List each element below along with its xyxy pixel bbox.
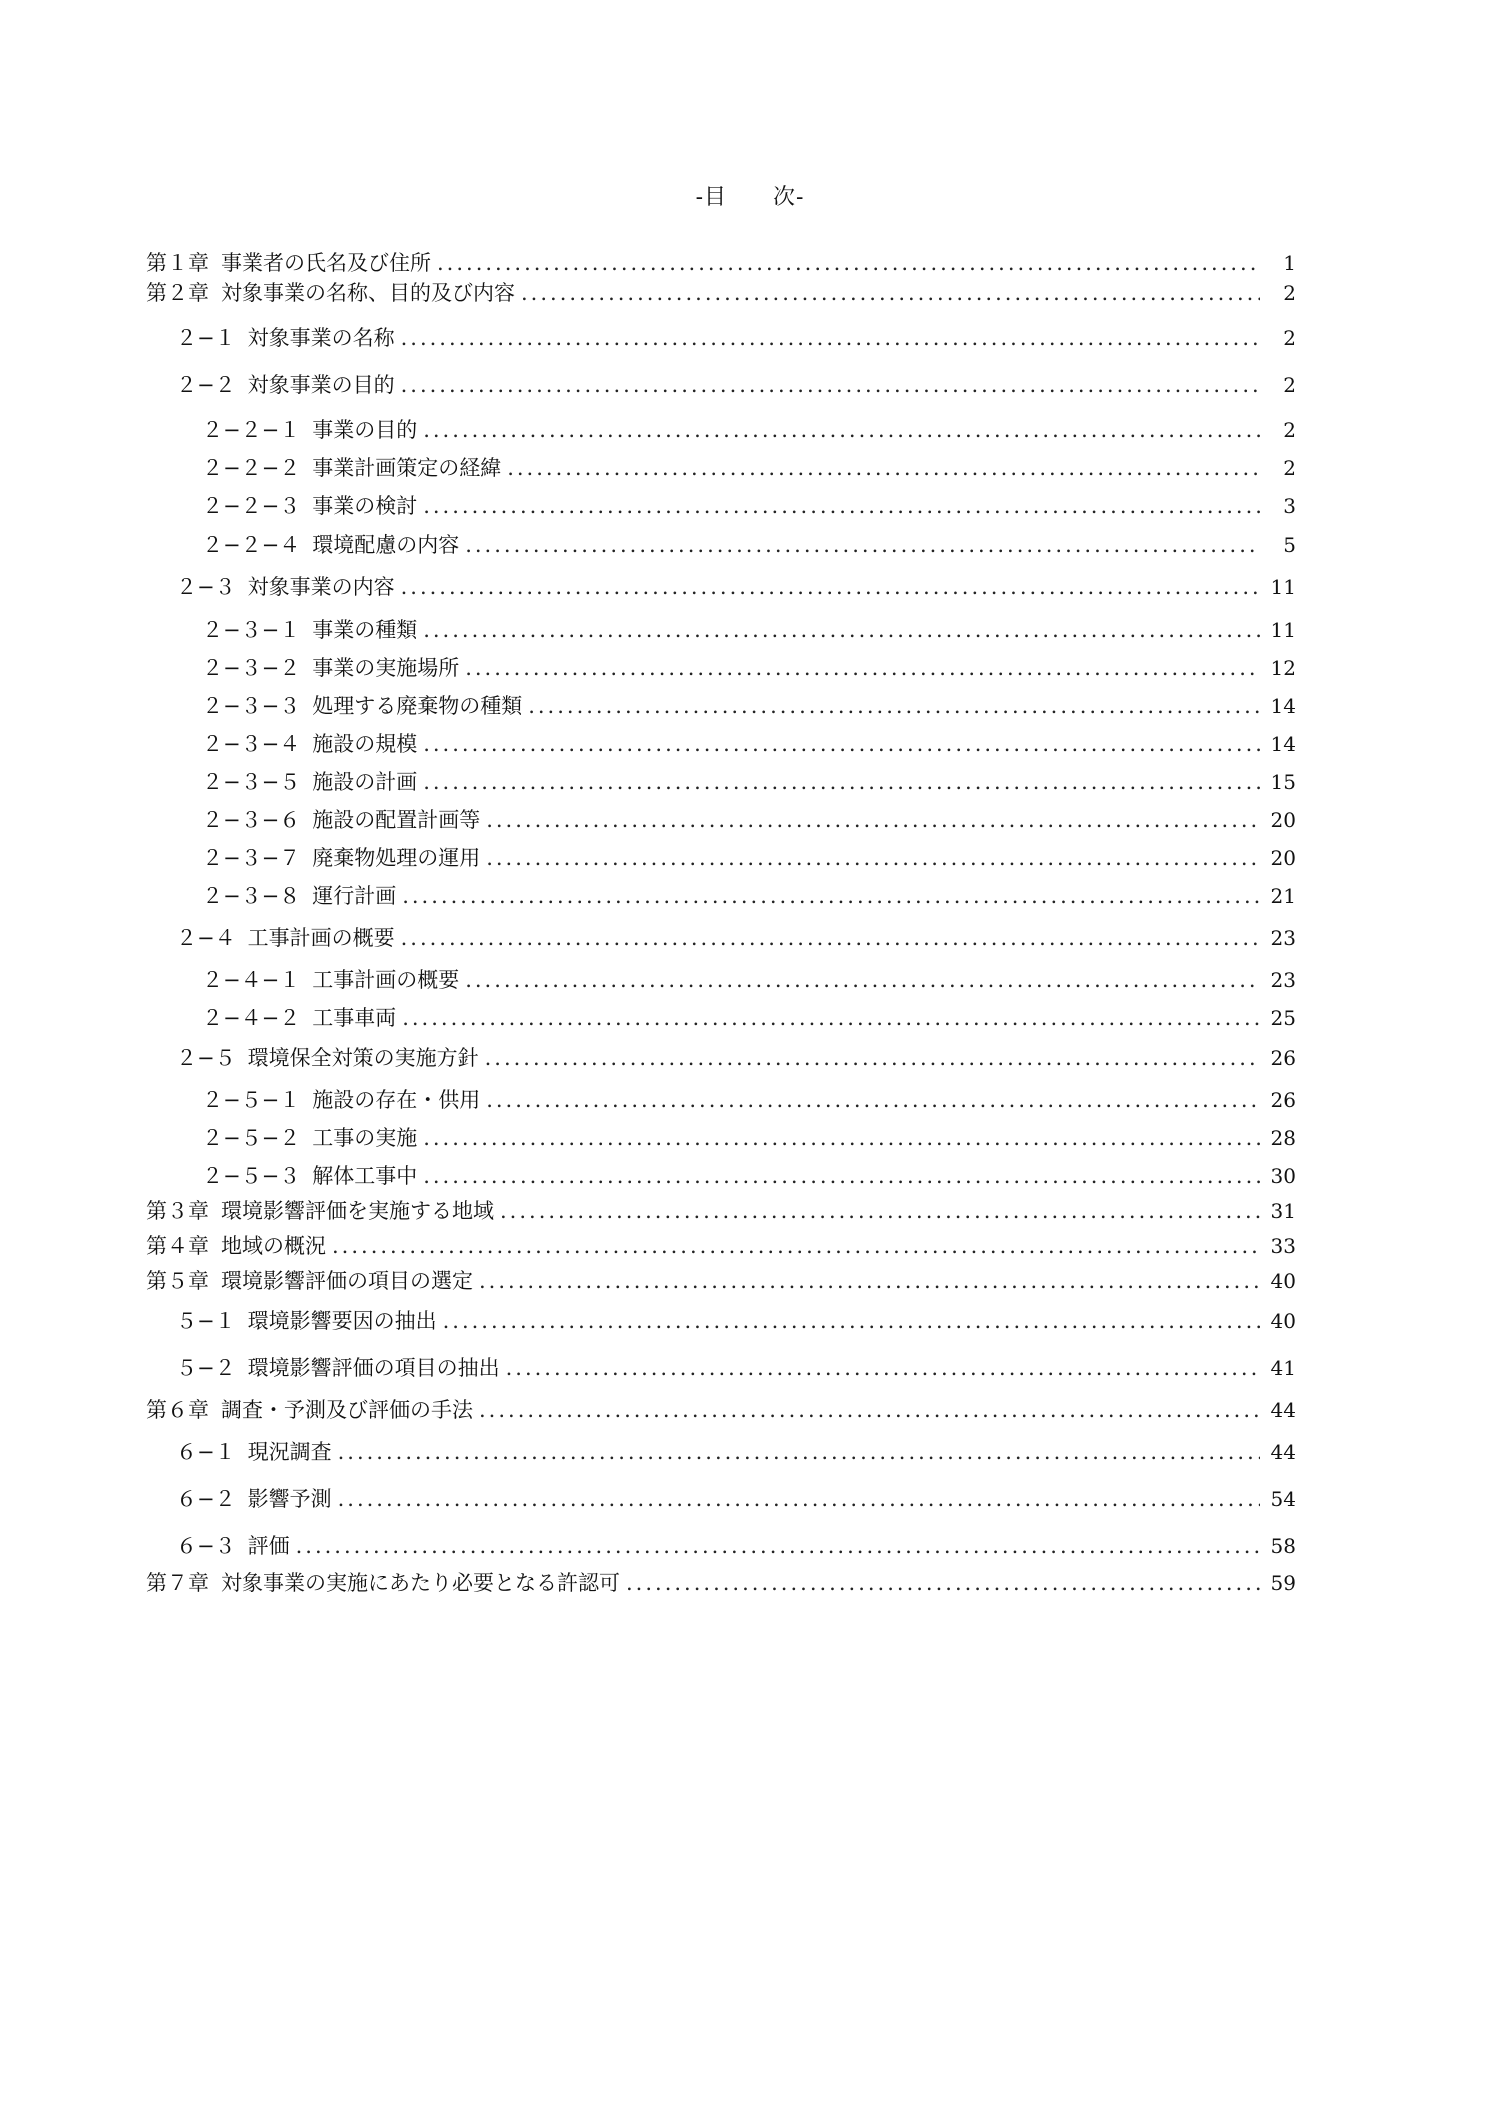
toc-entry-page: 30 (1270, 1164, 1296, 1188)
toc-entry-page: 11 (1270, 575, 1296, 599)
toc-entry-title: 事業者の氏名及び住所 (221, 251, 431, 275)
toc-entry-number: ２−２−２ (202, 456, 301, 480)
toc-entry-title: 影響予測 (247, 1487, 332, 1511)
toc-entry-page: 12 (1270, 656, 1296, 680)
toc-entry (146, 1395, 1296, 1425)
toc-entry-page: 11 (1270, 618, 1296, 642)
toc-leader-dots (401, 323, 1260, 353)
toc-entry-title: 地域の概況 (221, 1234, 326, 1258)
toc-entry-page: 2 (1283, 418, 1296, 442)
toc-entry-title: 対象事業の内容 (247, 575, 395, 599)
toc-entry (202, 1123, 1296, 1153)
toc-leader-dots (486, 843, 1260, 873)
toc-leader-dots (528, 691, 1260, 721)
toc-leader-dots (479, 1395, 1260, 1425)
toc-entry-number: ２−５ (176, 1046, 236, 1070)
toc-entry-number: ２−３−７ (202, 846, 301, 870)
toc-entry (202, 691, 1296, 721)
toc-leader-dots (507, 453, 1260, 483)
toc-entry-page: 44 (1270, 1440, 1296, 1464)
toc-leader-dots (479, 1266, 1260, 1296)
toc-entry-page: 44 (1270, 1398, 1296, 1422)
toc-leader-dots (338, 1484, 1260, 1514)
toc-leader-dots (401, 923, 1260, 953)
toc-entry-title: 事業の目的 (312, 418, 418, 442)
toc-entry-number: ２−３−６ (202, 808, 301, 832)
toc-entry (176, 1437, 1296, 1467)
toc-entry-title: 環境影響要因の抽出 (247, 1309, 437, 1333)
toc-leader-dots (423, 415, 1260, 445)
toc-entry-number: 第６章 (146, 1398, 209, 1422)
toc-entry-number: ６−３ (176, 1534, 236, 1558)
toc-entry-number: ２−３−４ (202, 732, 301, 756)
toc-leader-dots (401, 370, 1260, 400)
toc-entry-title: 環境影響評価の項目の選定 (221, 1269, 473, 1293)
toc-entry-page: 2 (1283, 326, 1296, 350)
toc-entry (202, 965, 1296, 995)
toc-leader-dots (423, 1123, 1260, 1153)
toc-entry (202, 729, 1296, 759)
toc-entry (202, 805, 1296, 835)
toc-entry-title: 事業の検討 (312, 494, 418, 518)
toc-entry-title: 調査・予測及び評価の手法 (221, 1398, 473, 1422)
toc-entry (202, 453, 1296, 483)
toc-entry-page: 1 (1283, 251, 1296, 275)
toc-leader-dots (332, 1231, 1260, 1261)
toc-leader-dots (443, 1306, 1260, 1336)
toc-entry (146, 1196, 1296, 1226)
toc-entry-title: 工事の実施 (312, 1126, 418, 1150)
toc-entry (202, 1003, 1296, 1033)
toc-entry-number: 第４章 (146, 1234, 209, 1258)
toc-entry-number: ２−５−２ (202, 1126, 301, 1150)
toc-leader-dots (423, 1161, 1260, 1191)
toc-entry (146, 1231, 1296, 1261)
toc-entry-title: 対象事業の名称 (247, 326, 395, 350)
toc-entry-title: 事業の実施場所 (312, 656, 460, 680)
toc-entry-number: 第１章 (146, 251, 209, 275)
toc-entry (176, 370, 1296, 400)
toc-entry-number: ２−２−４ (202, 533, 301, 557)
toc-entry-number: ２−３−１ (202, 618, 301, 642)
toc-entry-page: 2 (1283, 281, 1296, 305)
toc-entry (146, 248, 1296, 278)
toc-entry-number: ２−３−２ (202, 656, 301, 680)
toc-entry-title: 処理する廃棄物の種類 (312, 694, 523, 718)
toc-entry (176, 1484, 1296, 1514)
toc-entry (202, 491, 1296, 521)
toc-entry-title: 工事計画の概要 (312, 968, 460, 992)
toc-leader-dots (423, 491, 1260, 521)
toc-entry (202, 767, 1296, 797)
toc-entry-page: 20 (1270, 846, 1296, 870)
toc-leader-dots (402, 881, 1260, 911)
toc-entry (146, 278, 1296, 308)
toc-entry-number: ２−４ (176, 926, 236, 950)
toc-entry-page: 31 (1270, 1199, 1296, 1223)
toc-leader-dots (423, 767, 1260, 797)
toc-entry-number: 第５章 (146, 1269, 209, 1293)
toc-entry-title: 環境影響評価を実施する地域 (221, 1199, 494, 1223)
toc-entry-number: 第７章 (146, 1571, 209, 1595)
toc-entry-number: 第２章 (146, 281, 209, 305)
toc-entry-page: 26 (1270, 1088, 1296, 1112)
toc-entry (176, 1353, 1296, 1383)
toc-entry-page: 23 (1270, 968, 1296, 992)
toc-entry-number: ６−２ (176, 1487, 236, 1511)
toc-entry-title: 工事車両 (312, 1006, 397, 1030)
toc-leader-dots (626, 1568, 1260, 1598)
toc-leader-dots (485, 1043, 1260, 1073)
toc-entry-number: ２−２−１ (202, 418, 301, 442)
toc-entry-page: 54 (1270, 1487, 1296, 1511)
toc-entry (176, 323, 1296, 353)
toc-entry-number: ２−１ (176, 326, 236, 350)
toc-entry (176, 923, 1296, 953)
toc-entry-page: 23 (1270, 926, 1296, 950)
toc-entry-title: 対象事業の目的 (247, 373, 395, 397)
toc-entry-page: 3 (1283, 494, 1296, 518)
toc-entry-title: 事業計画策定の経緯 (312, 456, 502, 480)
toc-entry-title: 環境保全対策の実施方針 (247, 1046, 479, 1070)
toc-leader-dots (486, 1085, 1260, 1115)
toc-leader-dots (401, 572, 1260, 602)
toc-entry-title: 解体工事中 (312, 1164, 418, 1188)
toc-entry-number: ２−４−２ (202, 1006, 301, 1030)
toc-entry-title: 対象事業の名称、目的及び内容 (221, 281, 515, 305)
toc-entry-title: 施設の規模 (312, 732, 418, 756)
toc-entry-page: 15 (1270, 770, 1296, 794)
toc-entry-title: 施設の計画 (312, 770, 418, 794)
toc-leader-dots (486, 805, 1260, 835)
toc-entry-page: 20 (1270, 808, 1296, 832)
toc-entry-number: ２−２−３ (202, 494, 301, 518)
page-title: -目 次- (695, 185, 805, 210)
toc-entry (176, 1043, 1296, 1073)
toc-entry (202, 1085, 1296, 1115)
toc-entry-title: 施設の配置計画等 (312, 808, 481, 832)
toc-entry-title: 評価 (247, 1534, 290, 1558)
toc-entry (176, 572, 1296, 602)
toc-entry-page: 26 (1270, 1046, 1296, 1070)
toc-entry (202, 881, 1296, 911)
toc-entry-page: 14 (1270, 732, 1296, 756)
toc-entry-number: ５−１ (176, 1309, 236, 1333)
toc-entry-page: 40 (1270, 1309, 1296, 1333)
toc-leader-dots (500, 1196, 1260, 1226)
toc-entry-title: 環境影響評価の項目の抽出 (247, 1356, 500, 1380)
toc-leader-dots (423, 729, 1260, 759)
toc-entry-page: 21 (1270, 884, 1296, 908)
toc-leader-dots (402, 1003, 1260, 1033)
toc-entry-number: ２−５−１ (202, 1088, 301, 1112)
toc-entry (202, 615, 1296, 645)
toc-entry-page: 59 (1270, 1571, 1296, 1595)
toc-entry-number: ２−４−１ (202, 968, 301, 992)
toc-entry-title: 運行計画 (312, 884, 397, 908)
toc-entry-number: ２−２ (176, 373, 236, 397)
toc-entry-page: 2 (1283, 373, 1296, 397)
toc-leader-dots (465, 530, 1260, 560)
toc-entry-number: 第３章 (146, 1199, 209, 1223)
toc-leader-dots (521, 278, 1260, 308)
toc-entry-page: 28 (1270, 1126, 1296, 1150)
toc-leader-dots (437, 248, 1260, 278)
toc-entry-title: 廃棄物処理の運用 (312, 846, 481, 870)
toc-leader-dots (296, 1531, 1260, 1561)
toc-entry-number: ２−３ (176, 575, 236, 599)
toc-entry-page: 2 (1283, 456, 1296, 480)
toc-entry (146, 1266, 1296, 1296)
toc-entry-title: 施設の存在・供用 (312, 1088, 481, 1112)
toc-entry-number: ２−３−５ (202, 770, 301, 794)
toc-entry (202, 530, 1296, 560)
toc-entry-number: ２−５−３ (202, 1164, 301, 1188)
toc-entry-page: 41 (1270, 1356, 1296, 1380)
toc-entry-page: 33 (1270, 1234, 1296, 1258)
toc-entry-page: 25 (1270, 1006, 1296, 1030)
toc-entry-page: 5 (1283, 533, 1296, 557)
toc-entry (176, 1531, 1296, 1561)
toc-entry (202, 653, 1296, 683)
toc-entry (202, 843, 1296, 873)
toc-entry-title: 現況調査 (247, 1440, 332, 1464)
toc-leader-dots (338, 1437, 1260, 1467)
toc-entry (176, 1306, 1296, 1336)
toc-entry-number: ２−３−３ (202, 694, 301, 718)
toc-entry (146, 1568, 1296, 1598)
toc-entry-page: 58 (1270, 1534, 1296, 1558)
toc-entry-page: 14 (1270, 694, 1296, 718)
toc-entry-number: ２−３−８ (202, 884, 301, 908)
toc-leader-dots (465, 653, 1260, 683)
toc-entry-number: ５−２ (176, 1356, 236, 1380)
toc-leader-dots (465, 965, 1260, 995)
toc-leader-dots (423, 615, 1260, 645)
toc-entry (202, 415, 1296, 445)
toc-entry-title: 事業の種類 (312, 618, 418, 642)
toc-entry-page: 40 (1270, 1269, 1296, 1293)
toc-leader-dots (506, 1353, 1260, 1383)
toc-entry-number: ６−１ (176, 1440, 236, 1464)
toc-entry (202, 1161, 1296, 1191)
toc-entry-title: 工事計画の概要 (247, 926, 395, 950)
toc-entry-title: 環境配慮の内容 (312, 533, 460, 557)
toc-entry-title: 対象事業の実施にあたり必要となる許認可 (221, 1571, 620, 1595)
